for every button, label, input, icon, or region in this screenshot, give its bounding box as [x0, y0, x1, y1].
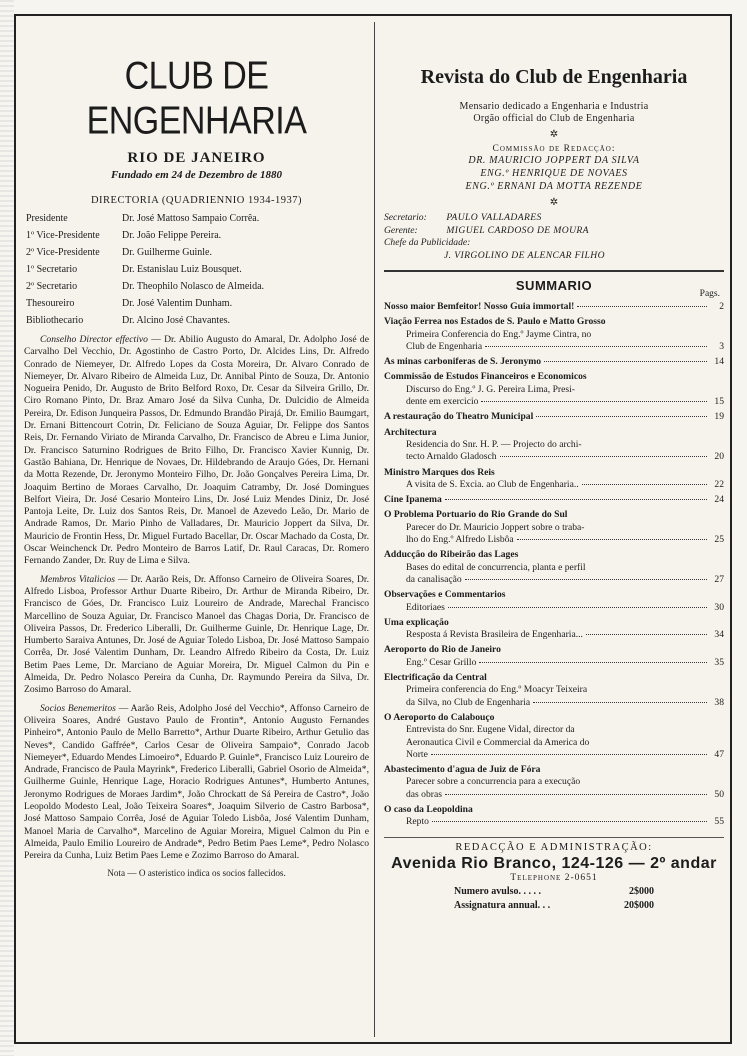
summary-entry-text: das obras	[406, 788, 442, 800]
summary-entry-title: Uma explicação	[384, 616, 449, 628]
summary-entry-text: da Silva, no Club de Engenharia	[406, 696, 531, 708]
summary-entry	[384, 411, 724, 423]
summary-entry-line	[384, 384, 724, 396]
summary-page-number: 19	[714, 411, 724, 423]
board-name: Dr. Estanislau Luiz Bousquet.	[122, 264, 242, 275]
board-row	[26, 278, 264, 295]
summary-entry	[384, 467, 724, 492]
summary-entry-line	[384, 697, 724, 709]
summary-list	[384, 301, 724, 829]
summary-entry-text: Aeronautica Civil e Commercial da America do	[406, 736, 590, 748]
staff-row	[384, 212, 724, 225]
summary-entry-text: A visita de S. Excia. ao Club de Engenharia..	[406, 478, 579, 490]
price-row	[384, 886, 724, 897]
summary-page-number: 34	[714, 629, 724, 641]
summary-entry-title: O Problema Portuario do Rio Grande do Sul	[384, 509, 568, 521]
price-label: Numero avulso. . . . .	[454, 885, 542, 897]
benemeritos-paragraph	[24, 703, 369, 863]
summary-entry-title: Viação Ferrea nos Estados de S. Paulo e Matto Grosso	[384, 316, 606, 328]
summary-entry	[384, 589, 724, 614]
summary-entry-title-row	[384, 509, 724, 521]
board-row	[26, 244, 264, 261]
summary-entry-line	[384, 602, 724, 614]
summary-entry-title: Commissão de Estudos Financeiros e Economicos	[384, 371, 587, 383]
summary-entry-title: Architectura	[384, 426, 437, 438]
staff-row	[384, 250, 724, 263]
revista-title: Revista do Club de Engenharia	[420, 66, 688, 88]
board-role: Thesoureiro	[26, 298, 75, 309]
board-row	[26, 227, 264, 244]
commission-names	[384, 154, 724, 193]
summary-entry-title-row	[384, 316, 724, 328]
column-divider	[374, 22, 375, 1037]
summary-page-number: 25	[714, 534, 724, 546]
leader-dots	[479, 662, 707, 663]
summary-entry-title-row	[384, 411, 724, 423]
summary-entry-title-row	[384, 764, 724, 776]
summary-entry-text: Repto	[406, 816, 429, 828]
summary-entry	[384, 672, 724, 709]
summary-entry-line	[384, 749, 724, 761]
summary-entry-title-row	[384, 467, 724, 479]
summary-entry	[384, 764, 724, 801]
summary-entry-title-row	[384, 371, 724, 383]
summary-entry-title: Aeroporto do Rio de Janeiro	[384, 644, 501, 656]
board-row	[26, 261, 264, 278]
summary-entry-title: Cine Ipanema	[384, 494, 442, 506]
summary-entry-title: Abastecimento d'agua de Juiz de Fóra	[384, 764, 541, 776]
magazine-page	[14, 14, 732, 1044]
board-table	[26, 210, 264, 329]
conselho-text: — Dr. Abilio Augusto do Amaral, Dr. Adolpho José de Carvalho Del Vecchio, Dr. Agostinho de Castro Porto, Dr. Alcides Lins, Dr. Alfredo Conrado de Niemeyer, Dr. Alfredo Lopes da Costa Moreira, Dr. Alvaro Conrado de Niemeyer, Dr. Alvaro Ribeiro de Almeida Luz, Dr. Annibal Pinto de Souza, Dr. Antonio Nogueira Penido, Dr. Augusto de Brito Belford Roxo, Dr. Cesar da Silveira Grillo, Dr. Ciro Romano Pinto, Dr. Braz Amaro José da Silva Cunha, Dr. Dulcidio de Almeida Pereira, Dr. Edison Junqueira Passos, Dr. Edmundo Brandão Pirajá, Dr. Emilio Baumgart, Dr. Ernani Bittencourt Cotrin, Dr. Feliciano de Souza Aguiar, Dr. Felippe dos Santos Reis, Dr. Fernando Viriato de Miranda Carvalho, Dr. Francisco de Abreu e Lima Junior, Dr. Francisco Saturnino Rodrigues de Brito Filho, Dr. Francisco Xavier Kunnig, Dr. Gastão Bahiana, Dr. Henrique de Novaes, Dr. Hildebrando de Araujo Góes, Dr. Hernani da Motta Rezende, Dr. Jeronymo Monteiro Filho, Dr. João Gonçalves Pereira Lima, Dr. Joaquim Bertino de Moraes Carvalho, Dr. Joaquim Catramby, Dr. José Domingues Belfort Vieira, Dr. José Cesario Monteiro Lins, Dr. José Luiz Mendes Diniz, Dr. José Pantoja Leite, Dr. Luiz dos Santos Reis, Dr. Manoel de Azevedo Leão, Dr. Mario de Andrade Ramos, Dr. Mario Pinho de Valladares, Dr. Mauricio Joppert da Silva, Dr. Mauricio de Frontin Hess, Dr. Miguel Furtado Bacellar, Dr. Oscar Machado da Costa, Dr. Oscar Weinchenck Dr. Pedro Monteiro de Barros Latif, Dr. Raul Caracas, Dr. Romero Fernando Zander, Dr. Ruy de Lima e Silva.	[24, 334, 369, 567]
commission-member: ENG.º ERNANI DA MOTTA REZENDE	[465, 181, 643, 192]
board-role: 2º Secretario	[26, 281, 78, 292]
club-title: CLUB DE ENGENHARIA	[86, 54, 307, 143]
summary-entry-title-row	[384, 712, 724, 724]
summary-entry-title: Adducção do Ribeirão das Lages	[384, 549, 519, 561]
administration-block	[384, 837, 724, 911]
summary-entry-title: Nosso maior Bemfeitor! Nosso Guia immortal!	[384, 301, 575, 312]
leader-dots	[544, 361, 707, 362]
summary-entry	[384, 804, 724, 829]
staff-value: J. VIRGOLINO DE ALENCAR FILHO	[444, 249, 605, 261]
price-label: Assignatura annual. . .	[454, 899, 551, 911]
summary-entry-title-row	[384, 301, 724, 313]
vitalicios-paragraph	[24, 574, 369, 697]
asterisk-note: Nota — O asteristico indica os socios fallecidos.	[107, 868, 286, 879]
summary-entry-line	[384, 629, 724, 641]
board-row	[26, 210, 264, 227]
summary-page-number: 22	[714, 478, 724, 490]
leader-dots	[577, 306, 707, 307]
staff-list	[384, 212, 724, 262]
price-value: 2$000	[629, 885, 654, 897]
summary-entry-line	[384, 479, 724, 491]
revista-subtitle	[384, 101, 724, 125]
club-column	[24, 22, 369, 1040]
staff-label: Gerente:	[384, 224, 418, 236]
summary-entry-line	[384, 396, 724, 408]
staff-row	[384, 225, 724, 238]
leader-dots	[500, 456, 707, 457]
leader-dots	[582, 484, 707, 485]
summary-entry	[384, 644, 724, 669]
summary-entry-text: Norte	[406, 748, 428, 760]
club-founded: Fundado em 24 de Dezembro de 1880	[110, 169, 283, 181]
summary-entry-title: Ministro Marques dos Reis	[384, 466, 495, 478]
summary-entry-line	[384, 737, 724, 749]
summary-entry-line	[384, 574, 724, 586]
summary-entry-line	[384, 439, 724, 451]
board-role: Presidente	[26, 213, 68, 224]
summary-entry-title-row	[384, 589, 724, 601]
summary-page-number: 27	[714, 573, 724, 585]
leader-dots	[533, 702, 707, 703]
summary-entry-line	[384, 724, 724, 736]
staff-value: MIGUEL CARDOSO DE MOURA	[446, 224, 589, 236]
summary-page-number: 38	[714, 696, 724, 708]
summary-entry-text: tecto Arnaldo Gladosch	[406, 451, 497, 463]
summary-entry-text: Parecer sobre a concurrencia para a execução	[406, 776, 581, 788]
summary-entry-text: Entrevista do Snr. Eugene Vidal, director da	[406, 724, 575, 736]
summary-page-number: 14	[714, 356, 724, 368]
summary-entry-line	[384, 451, 724, 463]
summary-entry-text: Eng.º Cesar Grillo	[406, 656, 477, 668]
club-city: RIO DE JANEIRO	[127, 150, 266, 166]
staff-value: PAULO VALLADARES	[446, 212, 542, 223]
leader-dots	[517, 539, 707, 540]
page-edge-texture	[0, 0, 14, 1056]
price-row	[384, 900, 724, 911]
summary-entry	[384, 356, 724, 368]
board-role: Bibliothecario	[26, 315, 84, 326]
leader-dots	[465, 579, 707, 580]
summary-page-number: 47	[714, 748, 724, 760]
board-name: Dr. José Mattoso Sampaio Corrêa.	[122, 213, 260, 224]
summary-entry	[384, 494, 724, 506]
leader-dots	[586, 634, 707, 635]
revista-subtitle-line1: Mensario dedicado a Engenharia e Industria	[459, 101, 649, 112]
benemeritos-text: — Aarão Reis, Adolpho José del Vecchio*, Affonso Carneiro de Oliveira Soares, André Gustavo Paulo de Frontin*, Antonio Augusto Fernandes Pinheiro*, Antonio Paulo de Mello Barretto*, Arthur Duarte Ribeiro, Arthur Getulio das Neves*, Candido Gaffrée*, Carlos Cesar de Oliveira Sampaio*, Conrado Jacob Niemeyer*, Eduardo Mendes Limoeiro*, Eduardo P. Guinle*, Francisco Luiz Loureiro de Andrade, Francisco de Paula Mayrink*, Frederico Liberalli, Gabriel Osorio de Almeida*, Guilherme Guinle, Henrique Lage, Horacio Rodrigues Antunes*, Humberto Antunes, Jeronymo Rodrigues de Moraes Jardim*, João Chrockatt de Sá Pereira de Castro*, João Leopoldo Modesto Leal, João Teixeira Soares*, Joaquim Silverio de Castro Barbosa*, José Mattoso Sampaio Corrêa, José de Aguiar Toledo Lisbôa, José Valentim Dunham, Manoel Maria de Carvalho*, Marcelino de Aguiar Moreira, Miguel Calmon du Pin e Almeida, Paulo Emilio Loureiro de Andrade*, Pedro Betim Paes Leme*, Pedro Nolasco Pereira da Cunha, Luiz Betim Paes Leme e Zozimo Barroso do Amaral.	[24, 702, 369, 862]
directory-heading: DIRECTORIA (QUADRIENNIO 1934-1937)	[90, 195, 303, 206]
summary-entry-text: Primeira Conferencia do Eng.º Jayme Cintra, no	[406, 328, 592, 340]
board-role: 1º Secretario	[26, 264, 78, 275]
revista-column	[384, 22, 724, 1040]
summary-entry-line	[384, 684, 724, 696]
summary-entry-line	[384, 341, 724, 353]
leader-dots	[485, 346, 707, 347]
commission-member: ENG.º HENRIQUE DE NOVAES	[480, 168, 628, 179]
board-role: 2º Vice-Presidente	[26, 247, 100, 258]
leader-dots	[432, 821, 707, 822]
summary-entry-title: O caso da Leopoldina	[384, 803, 473, 815]
summary-entry-text: Resposta á Revista Brasileira de Engenharia...	[406, 629, 583, 641]
staff-label: Chefe da Publicidade:	[384, 237, 471, 248]
leader-dots	[448, 607, 707, 608]
leader-dots	[445, 794, 707, 795]
summary-entry-line	[384, 776, 724, 788]
summary-entry-title-row	[384, 672, 724, 684]
leader-dots	[536, 416, 707, 417]
summary-entry-title-row	[384, 804, 724, 816]
summary-entry-text: Discurso do Eng.º J. G. Pereira Lima, Presi-	[406, 383, 575, 395]
summary-entry-title-row	[384, 549, 724, 561]
summary-entry-line	[384, 562, 724, 574]
benemeritos-lead: Socios Benemeritos	[40, 702, 116, 714]
board-name: Dr. Guilherme Guinle.	[122, 247, 212, 258]
summary-entry-title: A restauração do Theatro Municipal	[384, 411, 534, 423]
summary-entry-text: Editoriaes	[406, 601, 445, 613]
board-row	[26, 312, 264, 329]
summary-entry-title-row	[384, 356, 724, 368]
vitalicios-text: — Dr. Aarão Reis, Dr. Affonso Carneiro de Oliveira Soares, Dr. Alfredo Lisboa, Professor Arthur Duarte Ribeiro, Dr. Arthur de Miranda Ribeiro, Dr. Francisco de Góes, Dr. Francisco Luiz Loureiro de Andrade, Marechal Francisco Marcellino de Souza Aguiar, Dr. Francisco Manoel das Chagas Doria, Dr. Francisco de Oliveira Passos, Dr. Frederico Liberalli, Dr. Guilherme Guinle, Dr. Henrique Lage, Dr. Humberto Saraiva Antunes, Dr. José de Aguiar Toledo Lisboa, Dr. José Mattoso Sampaio Corrêa, Dr. José Valentim Dunham, Dr. Leandro Alfredo Ribeiro da Costa, Dr. Luiz Betim Paes Leme, Dr. Marciano de Aguiar Moreira, Dr. Miguel Calmon du Pin e Almeida, Dr. Pedro Nolasco Pereira da Cunha, Dr. Raymundo Pereira da Silva, Dr. Zosimo Barroso do Amaral.	[24, 573, 369, 696]
leader-dots	[431, 754, 707, 755]
summary-entry-text: Club de Engenharia	[406, 340, 483, 352]
conselho-lead: Conselho Director effectivo	[40, 334, 148, 345]
summary-entry-text: lho do Eng.º Alfredo Lisbôa	[406, 534, 514, 546]
summary-page-number: 15	[714, 396, 724, 408]
summary-entry	[384, 301, 724, 313]
summary-entry-line	[384, 789, 724, 801]
summary-page-number: 55	[714, 816, 724, 828]
summary-page-number: 24	[714, 494, 724, 506]
conselho-paragraph	[24, 334, 369, 568]
revista-subtitle-line2: Orgão official do Club de Engenharia	[473, 113, 635, 124]
phone: Telephone 2-0651	[510, 872, 598, 883]
star-ornament-icon: ✲	[549, 129, 559, 140]
summary-entry-title-row	[384, 617, 724, 629]
vitalicios-lead: Membros Vitalicios	[40, 573, 115, 585]
summary-page-number: 35	[714, 656, 724, 668]
staff-label: Secretario:	[384, 212, 427, 223]
summary-entry-title: Electrificação da Central	[384, 672, 487, 684]
pages-label: Pags.	[699, 289, 720, 299]
price-value: 20$000	[624, 899, 654, 911]
summary-entry-line	[384, 522, 724, 534]
leader-dots	[481, 401, 707, 402]
summary-rule	[384, 270, 724, 272]
star-ornament-icon: ✲	[549, 197, 559, 208]
commission-label: Commissão de Redacção:	[492, 144, 616, 154]
summary-entry-title: O Aeroporto do Calabouço	[384, 711, 495, 723]
summary-entry-text: dente em exercicio	[406, 396, 479, 408]
summary-entry-title-row	[384, 644, 724, 656]
summary-entry-line	[384, 329, 724, 341]
staff-row	[384, 237, 724, 250]
summary-entry-text: Parecer do Dr. Mauricio Joppert sobre o traba-	[406, 521, 585, 533]
summary-page-number: 3	[719, 340, 724, 352]
administration-label: REDACÇÃO E ADMINISTRAÇÃO:	[455, 841, 653, 853]
summary-entry-text: Residencia do Snr. H. P. — Projecto do archi-	[406, 438, 582, 450]
summary-entry-text: Primeira conferencia do Eng.º Moacyr Teixeira	[406, 684, 588, 696]
summary-entry-title-row	[384, 494, 724, 506]
summary-entry	[384, 549, 724, 586]
summary-page-number: 50	[714, 788, 724, 800]
summary-entry	[384, 617, 724, 642]
summary-entry-text: da canalisação	[406, 573, 462, 585]
commission-member: DR. MAURICIO JOPPERT DA SILVA	[468, 155, 640, 166]
summary-entry	[384, 316, 724, 353]
summary-entry-title-row	[384, 427, 724, 439]
board-name: Dr. Theophilo Nolasco de Almeida.	[122, 281, 265, 292]
summary-entry-text: Bases do edital de concurrencia, planta e perfil	[406, 561, 586, 573]
board-name: Dr. João Felippe Pereira.	[122, 230, 222, 241]
summary-entry-title: As minas carboniferas de S. Jeronymo	[384, 356, 542, 368]
leader-dots	[445, 499, 707, 500]
summary-page-number: 20	[714, 451, 724, 463]
board-role: 1º Vice-Presidente	[26, 230, 100, 241]
summary-page-number: 30	[714, 601, 724, 613]
summary-entry-line	[384, 534, 724, 546]
summary-entry	[384, 371, 724, 408]
summary-entry-line	[384, 657, 724, 669]
address: Avenida Rio Branco, 124-126 — 2º andar	[391, 854, 717, 872]
summary-entry-title: Observações e Commentarios	[384, 589, 506, 601]
board-name: Dr. Alcino José Chavantes.	[122, 315, 231, 326]
summary-entry	[384, 427, 724, 464]
summary-entry	[384, 712, 724, 761]
summary-title: SUMMARIO	[515, 278, 593, 293]
board-name: Dr. José Valentim Dunham.	[122, 298, 233, 309]
summary-entry	[384, 509, 724, 546]
board-row	[26, 295, 264, 312]
summary-entry-line	[384, 816, 724, 828]
summary-page-number: 2	[719, 301, 724, 312]
